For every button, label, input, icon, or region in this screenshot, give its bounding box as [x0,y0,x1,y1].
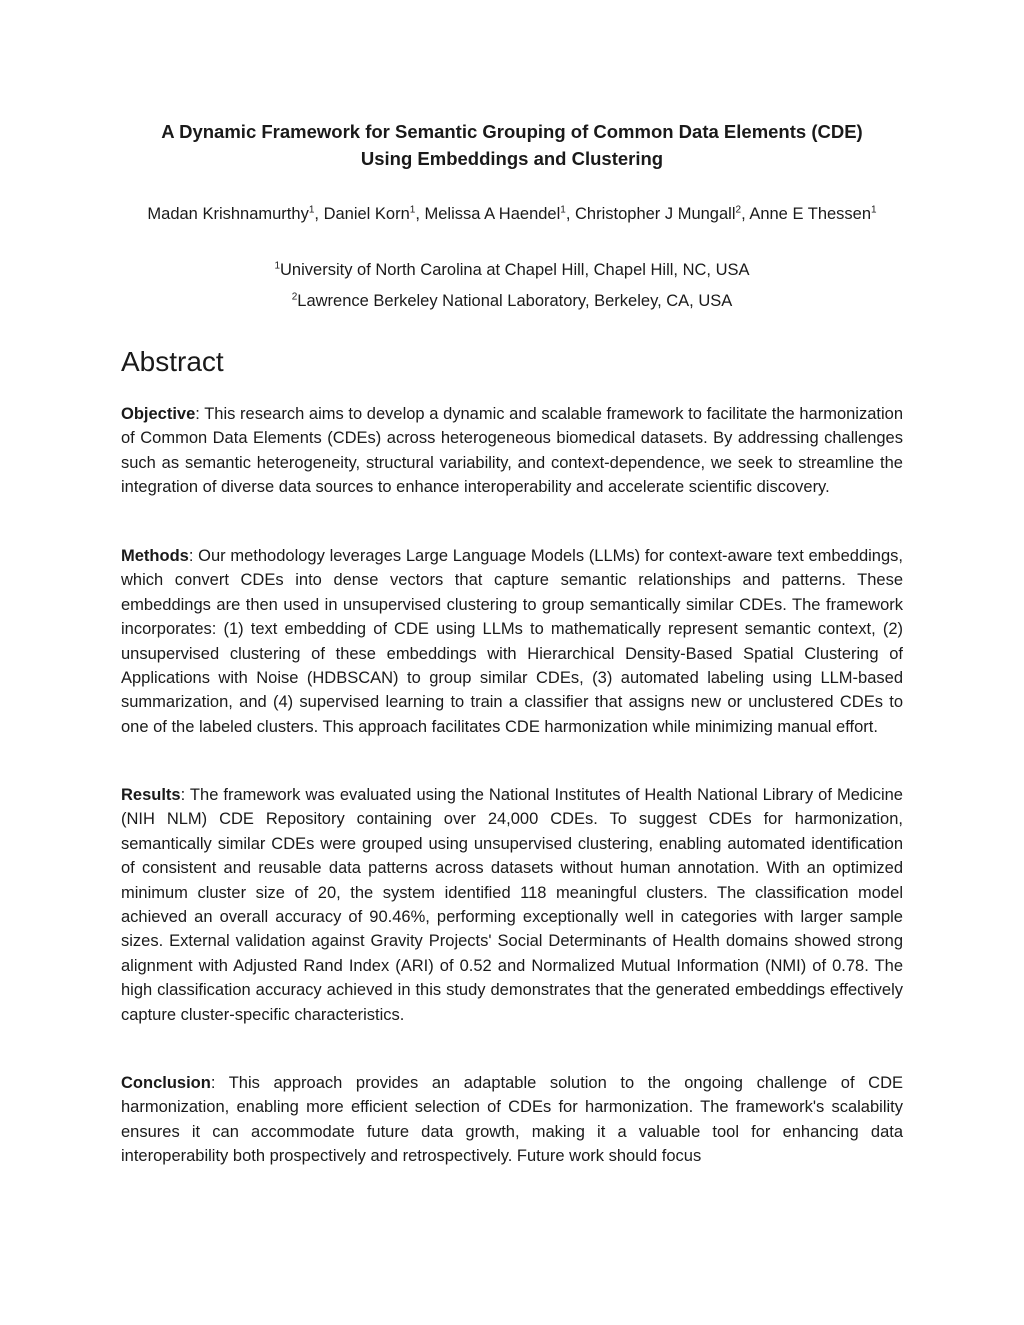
section-text: : This approach provides an adaptable solution to the ongoing challenge of CDE harmonization, enabling more efficient selection of CDEs for harmonization. The framework's scalability ensures it can accommodate future data growth, making it a valuable tool for enhancing data interoperability both prospectively and retrospectively. Future work should focus [121,1074,903,1166]
affiliation-number: 1 [274,260,281,272]
author-separator: , [314,205,324,223]
author-separator: , [415,205,425,223]
author-name: Daniel Korn [323,205,410,223]
paper-title-line-1: A Dynamic Framework for Semantic Grouping of Common Data Elements (CDE) [161,121,863,142]
section-label: Results [121,786,181,804]
author-name: Madan Krishnamurthy [147,205,309,223]
author-affiliation-mark: 1 [308,204,315,216]
author-separator: , [741,205,750,223]
abstract-heading: Abstract [121,346,224,377]
author-list [111,202,913,227]
author-name: Christopher J Mungall [575,205,736,223]
affiliation-1 [121,259,903,281]
section-text: : Our methodology leverages Large Language Models (LLMs) for context-aware text embeddings, which convert CDEs into dense vectors that capture semantic relationships and patterns. These embeddings are then used in unsupervised clustering to group semantically similar CDEs. The framework incorporates: (1) text embedding of CDE using LLMs to mathematically represent semantic context, (2) unsupervised clustering of these embeddings with Hierarchical Density-Based Spatial Clustering of Applications with Noise (HDBSCAN) to group similar CDEs, (3) automated labeling using LLM-based summarization, and (4) supervised learning to train a classifier that assigns new or unclustered CDEs to one of the labeled clusters. This approach facilitates CDE harmonization while minimizing manual effort. [121,547,903,736]
section-label: Conclusion [121,1074,211,1092]
affiliation-text: Lawrence Berkeley National Laboratory, Berkeley, CA, USA [297,292,733,310]
affiliation-2 [121,290,903,312]
author-affiliation-mark: 1 [871,204,877,216]
section-text: : This research aims to develop a dynamic and scalable framework to facilitate the harmonization of Common Data Elements (CDEs) across heterogeneous biomedical datasets. By addressing challenges such as semantic heterogeneity, structural variability, and context-dependence, we seek to streamline the integration of diverse data sources to enhance interoperability and accelerate scientific discovery. [121,405,903,497]
affiliation-number: 2 [291,291,298,303]
author-separator: , [565,205,575,223]
author-affiliation-mark: 1 [409,204,416,216]
section-text: : The framework was evaluated using the National Institutes of Health National Library of Medicine (NIH NLM) CDE Repository containing over 24,000 CDEs. To suggest CDEs for harmonization, semantically similar CDEs were grouped using unsupervised clustering, enabling automated identification of consistent and reusable data patterns across datasets without human annotation. With an optimized minimum cluster size of 20, the system identified 118 meaningful clusters. The classification model achieved an overall accuracy of 90.46%, performing exceptionally well in categories with larger sample sizes. External validation against Gravity Projects' Social Determinants of Health domains showed strong alignment with Adjusted Rand Index (ARI) of 0.52 and Normalized Mutual Information (NMI) of 0.78. The high classification accuracy achieved in this study demonstrates that the generated embeddings effectively capture cluster-specific characteristics. [121,786,903,1024]
section-label: Objective [121,405,196,423]
abstract-methods [121,544,903,739]
paper-title [101,118,923,172]
abstract-objective [121,402,903,500]
abstract-conclusion [121,1071,903,1169]
author-affiliation-mark: 2 [735,204,742,216]
author-name: Melissa A Haendel [424,205,561,223]
author-name: Anne E Thessen [749,205,872,223]
affiliation-text: University of North Carolina at Chapel Hill, Chapel Hill, NC, USA [280,261,750,279]
author-affiliation-mark: 1 [560,204,566,216]
paper-title-line-2: Using Embeddings and Clustering [360,148,664,169]
section-label: Methods [121,547,189,565]
abstract-results [121,783,903,1027]
